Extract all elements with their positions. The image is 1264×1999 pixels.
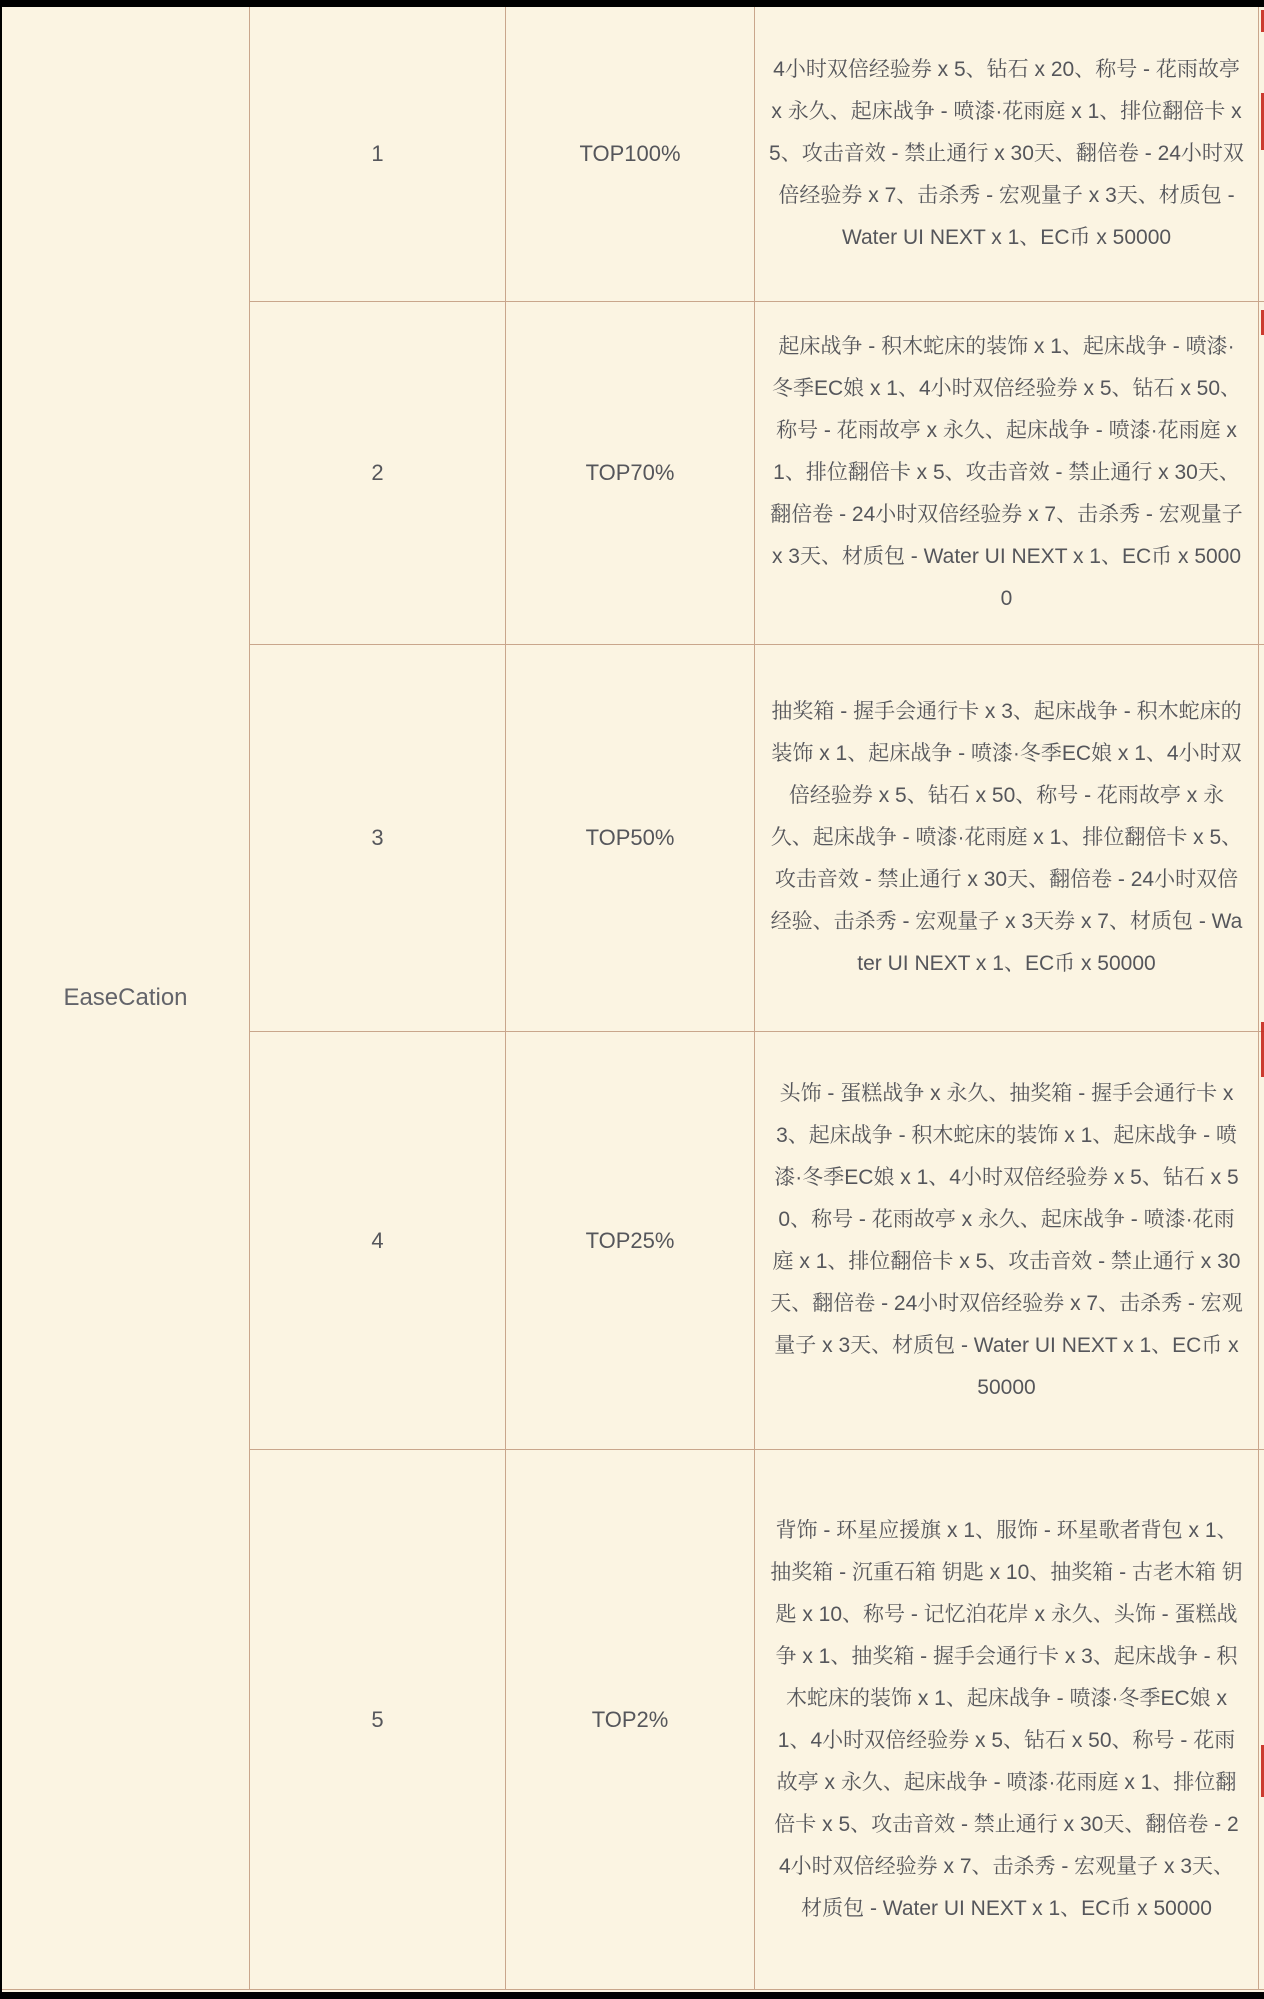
rank-cell: 5 bbox=[250, 1450, 506, 1990]
rewards-table bbox=[2, 7, 1264, 1992]
tier-cell: TOP100% bbox=[506, 7, 755, 302]
clipped-column-sliver bbox=[1259, 7, 1264, 302]
tier-cell: TOP2% bbox=[506, 1450, 755, 1990]
rewards-cell: 起床战争 - 积木蛇床的装饰 x 1、起床战争 - 喷漆·冬季EC娘 x 1、4小时双倍经验券 x 5、钻石 x 50、称号 - 花雨故亭 x 永久、起床战争 - 喷漆·花雨庭 x 1、排位翻倍卡 x 5、攻击音效 - 禁止通行 x 30天、翻倍卷 - 24小时双倍经验券 x 7、击杀秀 - 宏观量子 x 3天、材质包 - Water UI NEXT x 1、EC币 x 50000 bbox=[755, 302, 1259, 645]
clipped-column-sliver bbox=[1259, 645, 1264, 1032]
group-cell: EaseCation bbox=[2, 7, 250, 1990]
rank-cell: 4 bbox=[250, 1032, 506, 1450]
next-row-sliver bbox=[2, 1990, 1264, 1992]
tier-cell: TOP70% bbox=[506, 302, 755, 645]
tier-cell: TOP50% bbox=[506, 645, 755, 1032]
clipped-column-sliver bbox=[1259, 302, 1264, 645]
rank-cell: 1 bbox=[250, 7, 506, 302]
rewards-cell: 4小时双倍经验券 x 5、钻石 x 20、称号 - 花雨故亭 x 永久、起床战争 - 喷漆·花雨庭 x 1、排位翻倍卡 x 5、攻击音效 - 禁止通行 x 30天、翻倍卷 - 24小时双倍经验券 x 7、击杀秀 - 宏观量子 x 3天、材质包 - Water UI NEXT x 1、EC币 x 50000 bbox=[755, 7, 1259, 302]
rewards-cell: 头饰 - 蛋糕战争 x 永久、抽奖箱 - 握手会通行卡 x 3、起床战争 - 积木蛇床的装饰 x 1、起床战争 - 喷漆·冬季EC娘 x 1、4小时双倍经验券 x 5、钻石 x 50、称号 - 花雨故亭 x 永久、起床战争 - 喷漆·花雨庭 x 1、排位翻倍卡 x 5、攻击音效 - 禁止通行 x 30天、翻倍卷 - 24小时双倍经验券 x 7、击杀秀 - 宏观量子 x 3天、材质包 - Water UI NEXT x 1、EC币 x 50000 bbox=[755, 1032, 1259, 1450]
rewards-cell: 抽奖箱 - 握手会通行卡 x 3、起床战争 - 积木蛇床的装饰 x 1、起床战争 - 喷漆·冬季EC娘 x 1、4小时双倍经验券 x 5、钻石 x 50、称号 - 花雨故亭 x 永久、起床战争 - 喷漆·花雨庭 x 1、排位翻倍卡 x 5、攻击音效 - 禁止通行 x 30天、翻倍卷 - 24小时双倍经验、击杀秀 - 宏观量子 x 3天券 x 7、材质包 - Water UI NEXT x 1、EC币 x 50000 bbox=[755, 645, 1259, 1032]
rewards-cell: 背饰 - 环星应援旗 x 1、服饰 - 环星歌者背包 x 1、抽奖箱 - 沉重石箱 钥匙 x 10、抽奖箱 - 古老木箱 钥匙 x 10、称号 - 记忆泊花岸 x 永久、头饰 - 蛋糕战争 x 1、抽奖箱 - 握手会通行卡 x 3、起床战争 - 积木蛇床的装饰 x 1、起床战争 - 喷漆·冬季EC娘 x 1、4小时双倍经验券 x 5、钻石 x 50、称号 - 花雨故亭 x 永久、起床战争 - 喷漆·花雨庭 x 1、排位翻倍卡 x 5、攻击音效 - 禁止通行 x 30天、翻倍卷 - 24小时双倍经验券 x 7、击杀秀 - 宏观量子 x 3天、材质包 - Water UI NEXT x 1、EC币 x 50000 bbox=[755, 1450, 1259, 1990]
tier-cell: TOP25% bbox=[506, 1032, 755, 1450]
rank-cell: 3 bbox=[250, 645, 506, 1032]
clipped-column-sliver bbox=[1259, 1450, 1264, 1990]
clipped-column-sliver bbox=[1259, 1032, 1264, 1450]
rank-cell: 2 bbox=[250, 302, 506, 645]
